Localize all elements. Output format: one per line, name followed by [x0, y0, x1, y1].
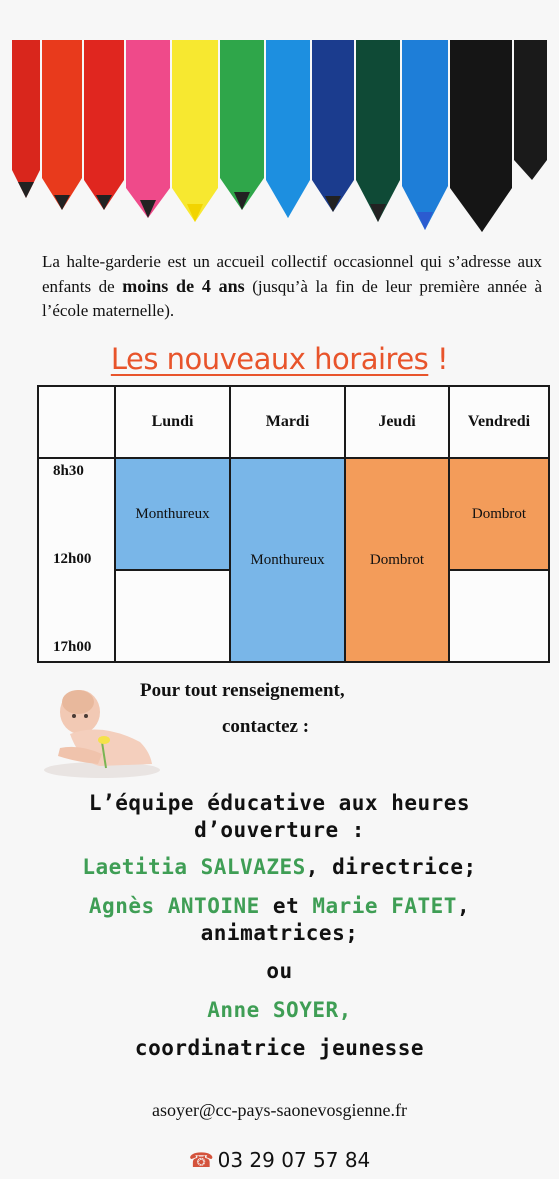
- team-line-1: L’équipe éducative aux heures: [88, 791, 471, 815]
- team-line-2: d’ouverture :: [194, 818, 365, 842]
- headline-mark: !: [437, 342, 449, 376]
- telephone-icon: ☎: [188, 1148, 214, 1172]
- time-12h00: 12h00: [53, 551, 92, 567]
- contact-subtitle: contactez :: [222, 716, 310, 737]
- schedule-table: [37, 385, 550, 663]
- person-3-name: Marie FATET: [312, 894, 457, 918]
- intro-bold-age: moins de 4 ans: [122, 276, 245, 296]
- slot-jeudi-full: Dombrot: [345, 458, 449, 662]
- contact-email[interactable]: asoyer@cc-pays-saonevosgienne.fr: [152, 1100, 407, 1120]
- slot-lundi-morning: Monthureux: [115, 458, 230, 570]
- and-text: et: [259, 894, 313, 918]
- schedule-morning-row: [38, 458, 549, 570]
- team-person-1: [0, 854, 559, 881]
- phone-number: 03 29 07 57 84: [217, 1148, 371, 1172]
- colored-pencils-banner: [12, 40, 547, 240]
- person-1-name: Laetitia SALVAZES: [82, 855, 306, 879]
- time-17h00: 17h00: [53, 639, 92, 655]
- person-4-role: coordinatrice jeunesse: [134, 1036, 425, 1060]
- team-persons-2-3: [0, 893, 559, 920]
- person-4-name: Anne SOYER,: [207, 998, 352, 1022]
- day-jeudi: Jeudi: [345, 386, 449, 458]
- slot-mardi-full: Monthureux: [230, 458, 345, 662]
- day-mardi: Mardi: [230, 386, 345, 458]
- intro-text-after: (jusqu’à la fin de leur première année à l’école maternelle).: [42, 277, 543, 320]
- day-vendredi: Vendredi: [449, 386, 549, 458]
- slot-vendredi-morning: Dombrot: [449, 458, 549, 570]
- time-column: [38, 458, 115, 662]
- time-8h30: 8h30: [53, 463, 84, 479]
- corner-cell: [38, 386, 115, 458]
- person-2-name: Agnès ANTOINE: [88, 894, 260, 918]
- person-1-role: , directrice;: [305, 855, 477, 879]
- or-text: ou: [266, 959, 293, 983]
- contact-title: Pour tout renseignement,: [140, 680, 345, 701]
- persons-2-3-role: animatrices;: [200, 921, 359, 945]
- day-lundi: Lundi: [115, 386, 230, 458]
- headline-text: Les nouveaux horaires: [110, 342, 429, 376]
- slot-vendredi-afternoon: [449, 570, 549, 662]
- persons-suffix: ,: [456, 894, 471, 918]
- slot-lundi-afternoon: [115, 570, 230, 662]
- schedule-headline: [0, 342, 559, 376]
- contact-phone[interactable]: [0, 1148, 559, 1172]
- intro-text-before: La halte-garderie est un accueil collectif occasionnel qui s’adresse aux enfants de: [42, 252, 542, 296]
- schedule-header-row: [38, 386, 549, 458]
- intro-paragraph: [42, 250, 542, 323]
